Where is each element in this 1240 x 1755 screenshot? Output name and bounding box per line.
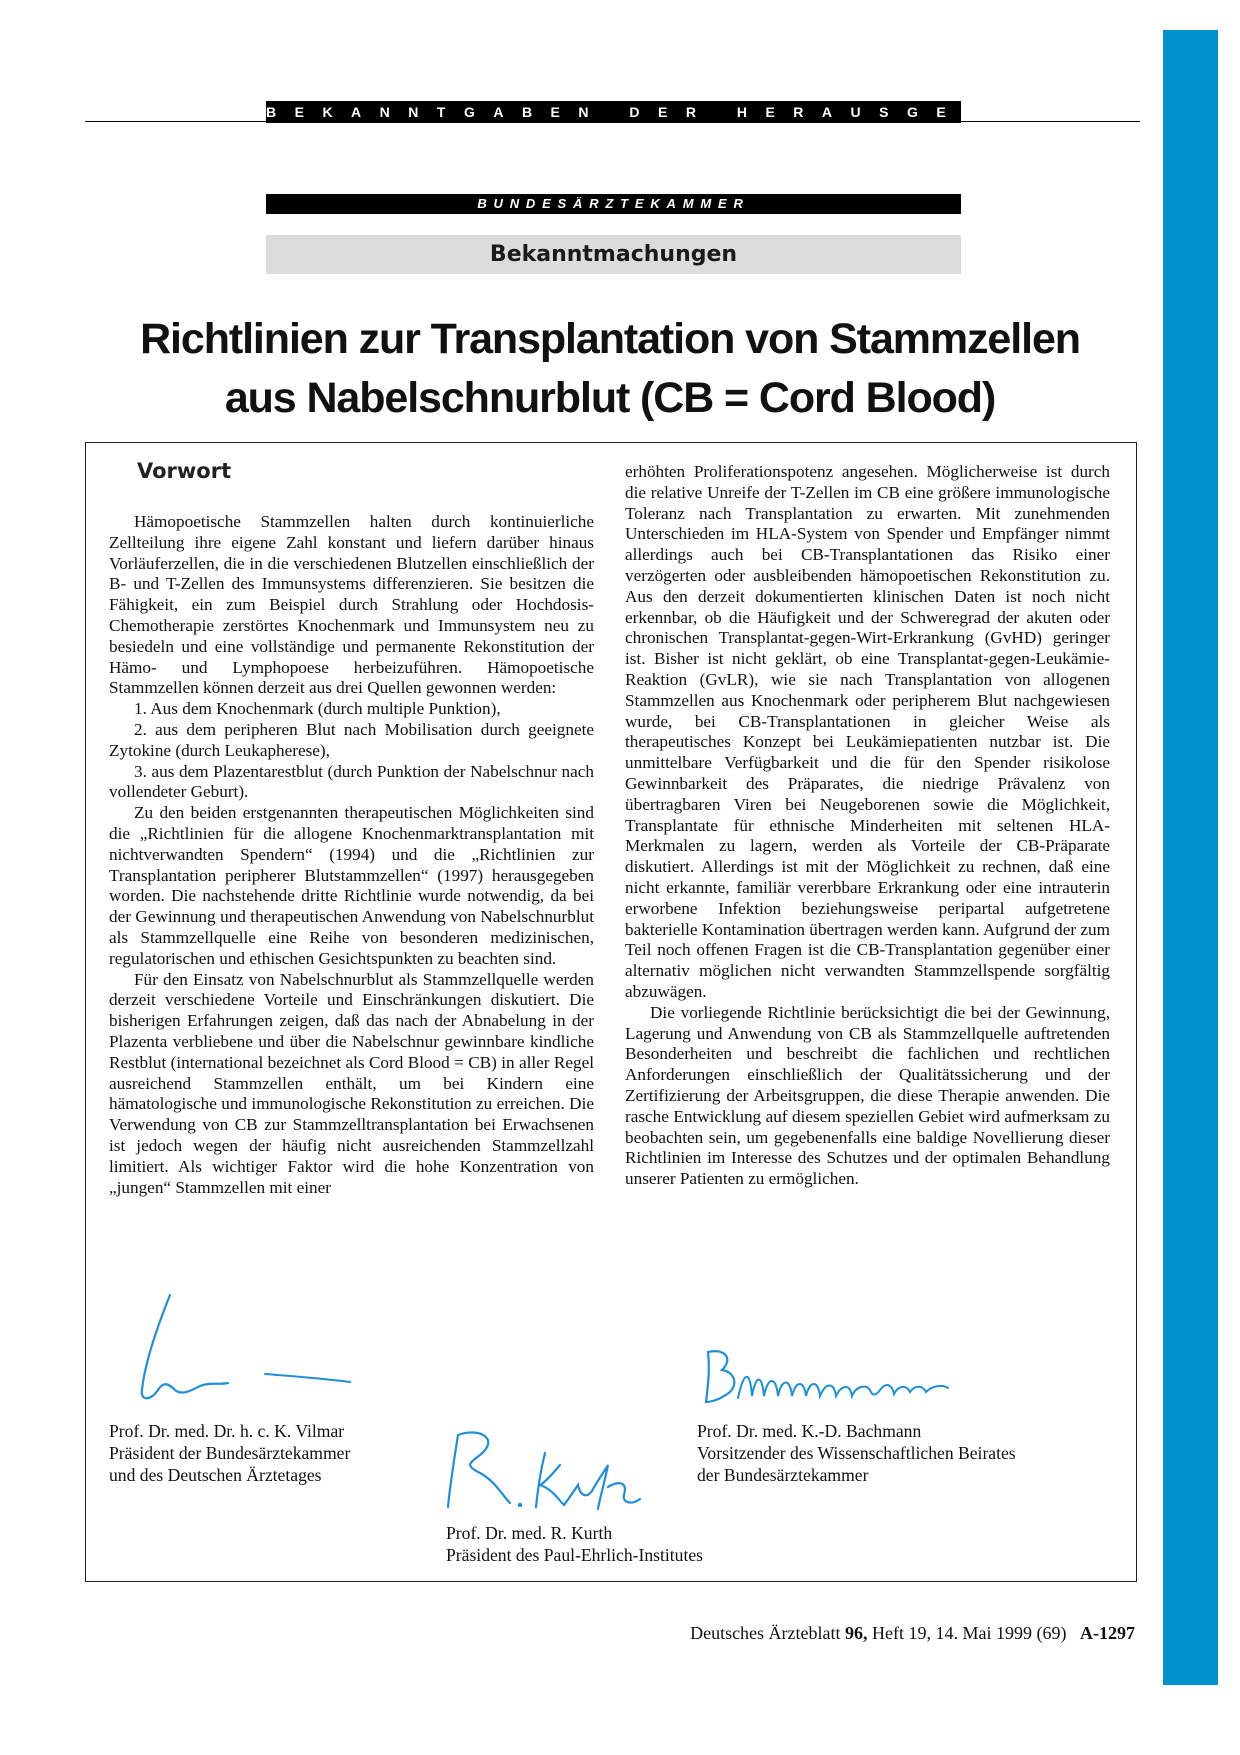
category-band: Bekanntmachungen <box>266 235 961 274</box>
title-line-2: aus Nabelschnurblut (CB = Cord Blood) <box>224 374 996 422</box>
bachmann-signature <box>700 1340 1040 1410</box>
issue-date: Heft 19, 14. Mai 1999 (69) <box>872 1623 1067 1643</box>
list-item: 3. aus dem Plazentarestblut (durch Punktion der Nabelschnur nach vollendeter Geburt). <box>109 761 594 802</box>
signatory-name: Prof. Dr. med. R. Kurth <box>446 1523 613 1543</box>
section-label-band: BEKANNTGABEN DER HERAUSGEBER <box>266 101 961 123</box>
section-heading: Vorwort <box>137 459 232 483</box>
signatory-role: Präsident des Paul-Ehrlich-Institutes <box>446 1545 704 1565</box>
list-item: 2. aus dem peripheren Blut nach Mobilisation durch geeignete Zytokine (durch Leukapherese), <box>109 719 594 760</box>
signatory-role: Vorsitzender des Wissenschaftlichen Beirates <box>697 1443 1016 1463</box>
paragraph: erhöhten Proliferationspotenz angesehen. Möglicherweise ist durch die relative Unreife der T-Zellen im CB eine größere immunologische Toleranz nach Transplantation zu erwarten. Mit zunehmenden Unterschieden im HLA-System von Spender und Empfänger nimmt allerdings auch bei CB-Transplantationen das Risiko einer verzögerten oder ausbleibenden hämopoetischen Rekonstitution zu. Aus den derzeit dokumentierten klinischen Daten ist noch nicht erkennbar, ob die Häufigkeit und der Schweregrad der akuten oder chronischen Transplantat-gegen-Wirt-Erkrankung (GvHD) geringer ist. Bisher ist nicht geklärt, ob eine Transplantat-gegen-Leukämie-Reaktion (GvLR), wie sie nach Transplantation von allogenen Stammzellen aus Knochenmark oder peripherem Blut nachgewiesen wurde, bei CB-Transplantationen in gleicher Weise als therapeutisches Konzept bei Leukämiepatienten nutzbar ist. Die unmittelbare Verfügbarkeit und die für den Spender risikolose Gewinnbarkeit des Präparates, die niedrige Prävalenz von übertragbaren Viren bei Neugeborenen sowie die Möglichkeit, Transplantate für ethnische Minderheiten mit seltenen HLA-Merkmalen zu lagern, werden als Vorteile der CB-Präparate diskutiert. Allerdings ist mit der Möglichkeit zu rechnen, daß eine nicht erkannte, familiär vererbbare Erkrankung oder eine intrauterin erworbene Infektion beziehungsweise peripartal aufgetretene bakterielle Kontamination übertragen werden kann. Aufgrund der zum Teil noch offenen Fragen ist die CB-Transplantation gegenüber einer alternativ möglichen nicht verwandten Stammzellspende sorgfältig abzuwägen. <box>625 462 1110 1001</box>
title-line-1: Richtlinien zur Transplantation von Stammzellen <box>140 315 1080 363</box>
right-column <box>625 462 1110 1190</box>
side-color-bar <box>1163 30 1218 1685</box>
journal-name: Deutsches Ärzteblatt <box>690 1623 841 1643</box>
page-footer <box>690 1623 1135 1644</box>
signatory-role: der Bundesärztekammer <box>697 1465 869 1485</box>
paragraph: Zu den beiden erstgenannten therapeutischen Möglichkeiten sind die „Richtlinien für die allogene Knochenmarktransplantation mit nichtverwandten Spendern“ (1994) und die „Richtlinien zur Transplantation peripherer Blutstammzellen“ (1997) herausgegeben worden. Die nachstehende dritte Richtlinie wurde notwendig, da bei der Gewinnung und therapeutischen Anwendung von Nabelschnurblut als Stammzellquelle eine Reihe von besonderen medizinischen, regulatorischen und ethischen Gesichtspunkten zu beachten sind. <box>109 803 594 968</box>
signatory-name: Prof. Dr. med. K.-D. Bachmann <box>697 1421 922 1441</box>
signatory-role: und des Deutschen Ärztetages <box>109 1465 322 1485</box>
signatory-name: Prof. Dr. med. Dr. h. c. K. Vilmar <box>109 1421 345 1441</box>
kurth-signature <box>440 1425 660 1515</box>
signatory-bachmann <box>697 1420 1016 1486</box>
list-item: 1. Aus dem Knochenmark (durch multiple Punktion), <box>134 699 501 719</box>
paragraph: Die vorliegende Richtlinie berücksichtigt die bei der Gewinnung, Lagerung und Anwendung von CB als Stammzellquelle auftretenden Besonderheiten und beschreibt die fachlichen und rechtlichen Anforderungen einschließlich der Qualitätssicherung und der Zertifizierung der Arbeitsgruppen, die diese Therapie anwenden. Die rasche Entwicklung auf diesem speziellen Gebiet wird aufmerksam zu beobachten sein, um gegebenenfalls eine baldige Novellierung dieser Richtlinien im Interesse des Schutzes und der optimalen Behandlung unserer Patienten zu ermöglichen. <box>625 1002 1110 1189</box>
article-title <box>60 310 1160 428</box>
paragraph: Für den Einsatz von Nabelschnurblut als Stammzellquelle werden derzeit verschiedene Vorteile und Einschränkungen diskutiert. Die bisherigen Erfahrungen zeigen, daß das nach der Abnabelung in der Plazenta verbliebene und über die Nabelschnur gewinnbare kindliche Restblut (international bezeichnet als Cord Blood = CB) in aller Regel ausreichend Stammzellen enthält, um bei Kindern eine hämatologische und immunologische Rekonstitution zu erreichen. Die Verwendung von CB zur Stammzelltransplantation bei Erwachsenen ist jedoch wegen der häufig nicht ausreichenden Stammzellzahl limitiert. Als wichtiger Faktor wird die hohe Konzentration von „jungen“ Stammzellen mit einer <box>109 969 594 1197</box>
signatory-role: Präsident der Bundesärztekammer <box>109 1443 351 1463</box>
paragraph: Hämopoetische Stammzellen halten durch kontinuierliche Zellteilung ihre eigene Zahl konstant und liefern darüber hinaus Vorläuferzellen, die in die verschiedenen Blutzellen einschließlich der B- und T-Zellen des Immunsystems differenzieren. Sie besitzen die Fähigkeit, ein zum Beispiel durch Strahlung oder Hochdosis-Chemotherapie zerstörtes Knochenmark und Immunsystem neu zu besiedeln und eine vollständige und permanente Rekonstitution der Hämo- und Lymphopoese herbeizuführen. Hämopoetische Stammzellen können derzeit aus drei Quellen gewonnen werden: <box>109 512 594 698</box>
left-column <box>109 512 594 1198</box>
organization-band: BUNDESÄRZTEKAMMER <box>266 194 961 214</box>
vilmar-signature <box>130 1290 370 1410</box>
journal-volume: 96, <box>845 1623 868 1643</box>
page-number: A-1297 <box>1080 1623 1135 1643</box>
signatory-vilmar <box>109 1420 350 1486</box>
signatory-kurth <box>446 1522 703 1566</box>
